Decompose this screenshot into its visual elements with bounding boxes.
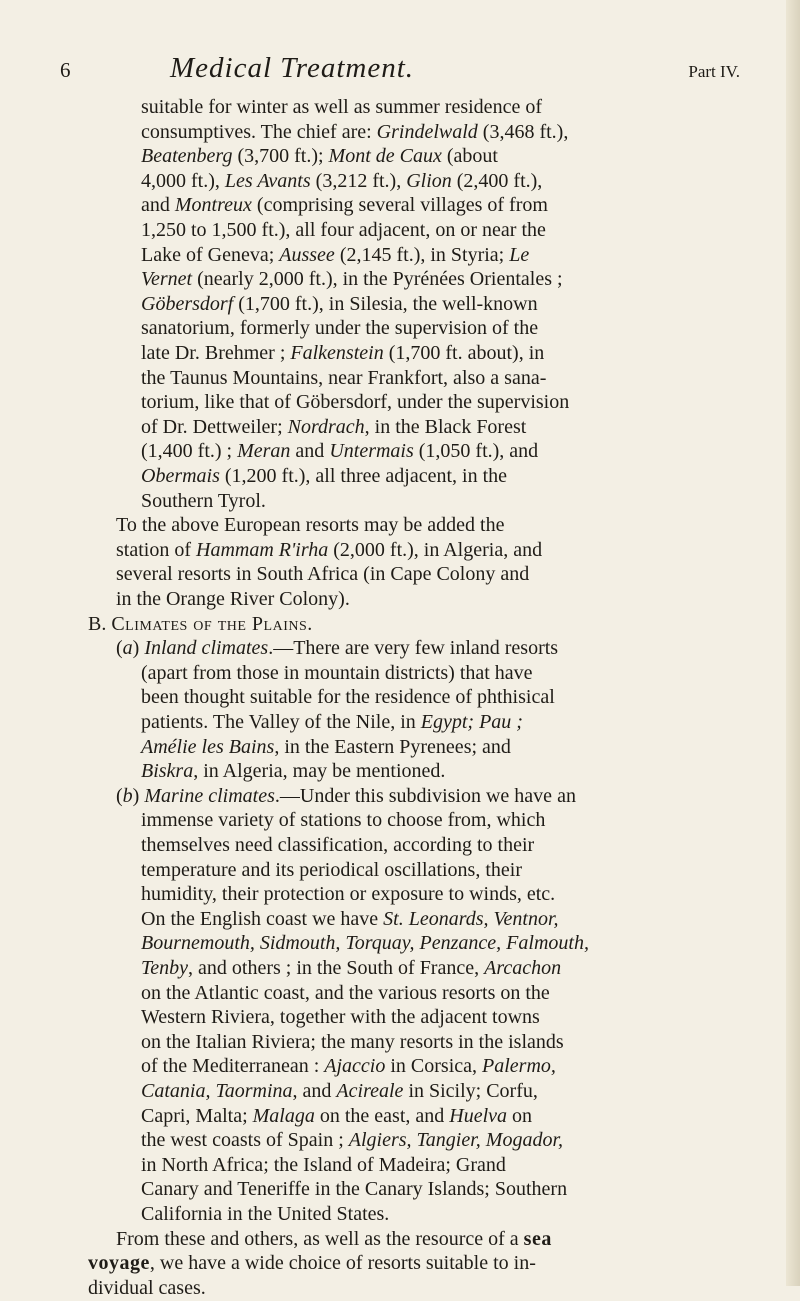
text-line bbox=[88, 612, 312, 637]
text-segment: Le bbox=[509, 243, 530, 266]
text-segment: (1,200 ft.), all three adjacent, in the bbox=[219, 465, 507, 487]
text-segment: torium, like that of Göbersdorf, under the supervision bbox=[141, 391, 570, 414]
text-segment: Capri, Malta; bbox=[141, 1104, 253, 1127]
text-line bbox=[141, 1104, 532, 1129]
text-segment: Grindelwald bbox=[376, 120, 478, 143]
text-segment: (nearly 2,000 ft.), in the Pyrénées Orientales ; bbox=[192, 268, 563, 291]
text-segment: on the Atlantic coast, and the various resorts on the bbox=[141, 981, 550, 1004]
text-line bbox=[141, 464, 507, 489]
text-segment: .—There are very few inland resorts bbox=[268, 637, 559, 660]
text-segment: suitable for winter as well as summer residence of bbox=[141, 96, 542, 118]
text-segment: (1,700 ft. about), in bbox=[383, 342, 545, 364]
text-segment: a bbox=[122, 637, 133, 660]
text-line bbox=[116, 538, 542, 563]
text-segment: Palermo, bbox=[482, 1055, 556, 1078]
text-line bbox=[141, 120, 568, 145]
text-segment: (comprising several villages of from bbox=[251, 194, 548, 217]
text-segment: (2,400 ft.), bbox=[451, 169, 543, 192]
running-header bbox=[60, 52, 740, 92]
text-line bbox=[116, 636, 558, 661]
text-segment: Untermais bbox=[329, 440, 414, 463]
text-line bbox=[141, 341, 544, 366]
text-segment: in Sicily; Corfu, bbox=[403, 1080, 538, 1102]
text-segment: ( bbox=[116, 784, 123, 807]
text-line bbox=[141, 169, 542, 194]
text-line bbox=[141, 415, 526, 440]
text-segment: Climates of the Plains bbox=[111, 612, 308, 635]
text-segment: (1,050 ft.), and bbox=[413, 440, 539, 463]
text-line bbox=[141, 1054, 556, 1079]
text-line bbox=[116, 1227, 552, 1252]
text-line bbox=[141, 710, 523, 735]
text-segment: , and bbox=[292, 1080, 337, 1102]
text-segment: Meran bbox=[237, 440, 291, 463]
text-segment: Bournemouth, Sidmouth, Torquay, Penzance, Falmouth, bbox=[141, 932, 589, 955]
page-edge bbox=[786, 0, 800, 1286]
text-segment: Falkenstein bbox=[290, 342, 384, 364]
text-segment: , in the Eastern Pyrenees; and bbox=[274, 735, 511, 758]
text-line bbox=[141, 267, 563, 292]
text-line bbox=[141, 316, 538, 341]
text-segment: (2,000 ft.), in Algeria, and bbox=[328, 538, 543, 561]
text-segment: Göbersdorf bbox=[141, 292, 234, 315]
text-segment: Vernet bbox=[141, 268, 193, 291]
text-line bbox=[141, 390, 569, 415]
text-segment: Inland climates bbox=[144, 637, 269, 660]
text-segment: (3,468 ft.), bbox=[477, 120, 569, 143]
text-segment: voyage bbox=[88, 1252, 150, 1275]
text-segment: station of bbox=[116, 538, 196, 561]
text-line bbox=[141, 1005, 540, 1030]
text-line bbox=[141, 1153, 506, 1178]
text-segment: Marine climates bbox=[144, 784, 275, 807]
text-segment: Algiers, Tangier, Mogador, bbox=[348, 1129, 564, 1152]
text-line bbox=[141, 858, 522, 883]
text-line bbox=[141, 1177, 567, 1202]
text-line bbox=[141, 1202, 389, 1227]
text-segment: (3,212 ft.), bbox=[310, 169, 407, 192]
text-segment: Canary and Teneriffe in the Canary Islands; Southern bbox=[141, 1178, 568, 1201]
text-segment: St. Leonards, Ventnor, bbox=[383, 907, 559, 930]
text-line bbox=[116, 784, 576, 809]
text-line bbox=[141, 292, 538, 317]
text-segment: on bbox=[507, 1104, 533, 1127]
text-line bbox=[141, 907, 559, 932]
text-segment: Southern Tyrol. bbox=[141, 489, 266, 512]
text-segment: of Dr. Dettweiler; bbox=[141, 415, 288, 438]
text-segment: on the Italian Riviera; the many resorts in the islands bbox=[141, 1030, 564, 1053]
text-segment: humidity, their protection or exposure to winds, etc. bbox=[141, 883, 556, 906]
text-segment: To the above European resorts may be added the bbox=[116, 514, 505, 537]
text-segment: in North Africa; the Island of Madeira; Grand bbox=[141, 1153, 506, 1176]
text-segment: Biskra bbox=[141, 760, 194, 783]
text-segment: (2,145 ft.), in Styria; bbox=[334, 243, 510, 266]
page-number: 6 bbox=[60, 58, 71, 82]
text-segment: , and others ; in the South of France, bbox=[188, 957, 485, 979]
text-line bbox=[141, 759, 445, 784]
text-segment: Obermais bbox=[141, 465, 220, 487]
text-line bbox=[116, 587, 350, 612]
text-segment: (about bbox=[441, 145, 498, 168]
text-segment: patients. The Valley of the Nile, in bbox=[141, 711, 421, 733]
text-segment: of the Mediterranean : bbox=[141, 1055, 325, 1078]
text-line bbox=[141, 931, 589, 956]
text-segment: ) bbox=[132, 784, 145, 807]
text-segment: , we have a wide choice of resorts suitable to in- bbox=[149, 1252, 536, 1275]
text-line bbox=[141, 833, 534, 858]
text-line bbox=[141, 956, 561, 981]
text-segment: . bbox=[307, 612, 313, 635]
text-line bbox=[141, 685, 555, 710]
text-segment: and bbox=[141, 194, 175, 217]
text-segment: (1,700 ft.), in Silesia, the well-known bbox=[233, 292, 538, 315]
text-segment: Glion bbox=[406, 169, 452, 192]
text-segment: (apart from those in mountain districts) that have bbox=[141, 661, 533, 684]
text-segment: , in Algeria, may be mentioned. bbox=[193, 760, 446, 783]
text-segment: dividual cases. bbox=[88, 1276, 206, 1299]
text-segment: Acireale bbox=[336, 1080, 404, 1102]
text-segment: Catania, Taormina bbox=[141, 1080, 293, 1102]
text-line bbox=[141, 95, 542, 120]
text-segment: Malaga bbox=[252, 1104, 315, 1127]
text-segment: on the east, and bbox=[314, 1104, 450, 1127]
text-segment: 4,000 ft.), bbox=[141, 169, 225, 192]
text-line bbox=[141, 366, 546, 391]
text-line bbox=[141, 243, 529, 268]
text-segment: 1,250 to 1,500 ft.), all four adjacent, on or near the bbox=[141, 219, 546, 241]
text-line bbox=[141, 735, 511, 760]
text-segment: Montreux bbox=[174, 194, 252, 217]
text-segment: Les Avants bbox=[224, 169, 311, 192]
text-segment: immense variety of stations to choose from, which bbox=[141, 809, 546, 832]
text-segment: California in the United States. bbox=[141, 1203, 390, 1225]
text-segment: in Corsica, bbox=[385, 1055, 483, 1078]
text-line bbox=[141, 144, 498, 169]
text-line bbox=[141, 882, 555, 907]
part-label: Part IV. bbox=[688, 62, 740, 81]
text-segment: sanatorium, formerly under the supervision of the bbox=[141, 317, 539, 340]
text-segment: Egypt; Pau ; bbox=[420, 711, 523, 733]
text-segment: the west coasts of Spain ; bbox=[141, 1129, 349, 1152]
text-segment: B. bbox=[88, 612, 112, 635]
text-line bbox=[141, 193, 548, 218]
text-segment: Western Riviera, together with the adjacent towns bbox=[141, 1006, 540, 1029]
text-segment: ) bbox=[132, 637, 145, 660]
text-segment: .—Under this subdivision we have an bbox=[274, 784, 576, 807]
text-segment: b bbox=[122, 784, 133, 807]
text-segment: Arcachon bbox=[484, 957, 562, 979]
text-segment: Hammam R'irha bbox=[196, 538, 329, 561]
text-segment: Lake of Geneva; bbox=[141, 243, 280, 266]
text-line bbox=[141, 1128, 563, 1153]
text-segment: the Taunus Mountains, near Frankfort, also a sana- bbox=[141, 366, 547, 389]
text-segment: Amélie les Bains bbox=[141, 735, 275, 758]
text-segment: From these and others, as well as the resource of a bbox=[116, 1227, 524, 1250]
text-line bbox=[141, 489, 266, 514]
text-line bbox=[88, 1251, 536, 1276]
text-line bbox=[116, 562, 529, 587]
text-segment: (3,700 ft.); bbox=[232, 145, 329, 168]
text-segment: On the English coast we have bbox=[141, 907, 384, 930]
text-line bbox=[116, 513, 504, 538]
text-segment: and bbox=[290, 440, 330, 463]
running-title: Medical Treatment. bbox=[170, 52, 415, 84]
text-line bbox=[141, 439, 538, 464]
text-segment: in the Orange River Colony). bbox=[116, 588, 350, 610]
text-segment: sea bbox=[523, 1227, 552, 1250]
text-segment: consumptives. The chief are: bbox=[141, 120, 377, 143]
text-segment: been thought suitable for the residence of phthisical bbox=[141, 686, 555, 709]
text-line bbox=[88, 1276, 206, 1301]
text-line bbox=[141, 218, 546, 243]
text-segment: Ajaccio bbox=[324, 1055, 386, 1078]
text-segment: themselves need classification, according to their bbox=[141, 834, 535, 856]
text-line bbox=[141, 981, 550, 1006]
text-line bbox=[141, 661, 533, 686]
text-segment: several resorts in South Africa (in Cape Colony and bbox=[116, 563, 530, 586]
text-line bbox=[141, 1079, 538, 1104]
text-line bbox=[141, 808, 545, 833]
text-segment: temperature and its periodical oscillations, their bbox=[141, 858, 522, 881]
text-segment: (1,400 ft.) ; bbox=[141, 440, 238, 463]
text-segment: Mont de Caux bbox=[328, 145, 442, 168]
text-segment: , in the Black Forest bbox=[364, 415, 527, 438]
text-segment: Aussee bbox=[279, 243, 335, 266]
text-segment: Nordrach bbox=[287, 415, 365, 438]
text-segment: late Dr. Brehmer ; bbox=[141, 342, 291, 364]
text-segment: ( bbox=[116, 637, 123, 660]
text-segment: Tenby bbox=[141, 957, 189, 979]
text-segment: Beatenberg bbox=[141, 145, 233, 168]
text-line bbox=[141, 1030, 564, 1055]
text-segment: Huelva bbox=[449, 1104, 508, 1127]
